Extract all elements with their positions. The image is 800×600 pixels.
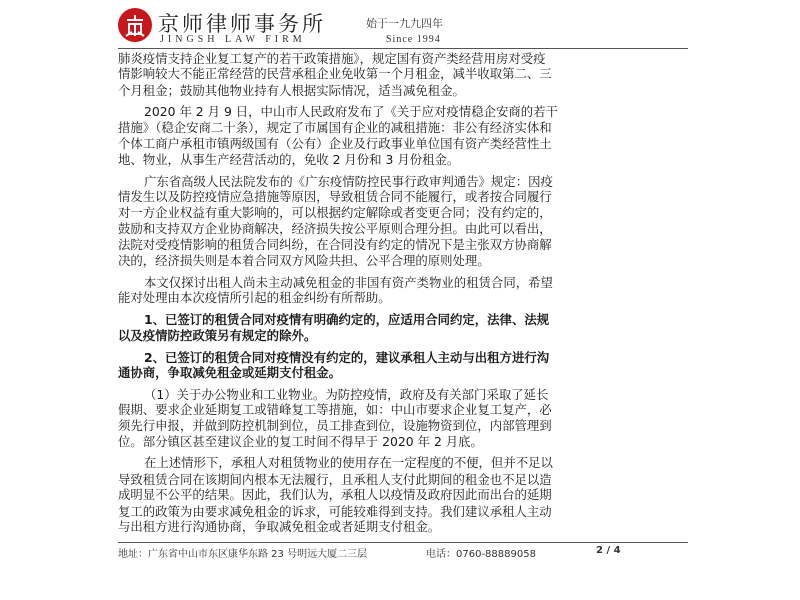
footer-divider <box>118 542 688 543</box>
paragraph-line: 地、物业，从事生产经营活动的，免收 2 月份和 3 月份租金。 <box>118 152 460 167</box>
header-divider <box>118 48 688 49</box>
paragraph-line: 须先行申报，并做到防控机制到位，员工排查到位，设施物资到位，内部管理到 <box>118 418 552 433</box>
paragraph-line: 决的，经济损失则是本着合同双方风险共担、公平合理的原则处理。 <box>118 253 490 268</box>
paragraph-line: 肺炎疫情支持企业复工复产的若干政策措施》，规定国有资产类经营用房对受疫 <box>118 51 546 66</box>
paragraph-line: 能对处理由本次疫情所引起的租金纠纷有所帮助。 <box>118 290 391 305</box>
footer-phone: 电话：0760-88889058 <box>426 549 536 560</box>
page-number: 2 / 4 <box>596 545 621 556</box>
letterhead <box>118 8 688 48</box>
bold-paragraph-line: 通协商，争取减免租金或延期支付租金。 <box>118 365 342 380</box>
paragraph-line: 法院对受疫情影响的租赁合同纠纷，在合同没有约定的情况下是主张双方协商解 <box>118 237 552 252</box>
paragraph-line: 本文仅探讨出租人尚未主动减免租金的非国有资产类物业的租赁合同，希望 <box>144 275 553 290</box>
paragraph-line: 假期、要求企业延期复工或错峰复工等措施，如：中山市要求企业复工复产，必 <box>118 402 552 417</box>
founded-en: Since 1994 <box>386 34 441 45</box>
bold-paragraph-line: 1、已签订的租赁合同对疫情有明确约定的，应适用合同约定，法律、法规 <box>144 312 550 327</box>
paragraph-line: 导致租赁合同在该期间内根本无法履行，且承租人支付此期间的租金也不足以造 <box>118 472 552 487</box>
footer-address: 地址：广东省中山市东区康华东路 23 号明远大厦二三层 <box>118 549 368 560</box>
paragraph-line: 对一方企业权益有重大影响的，可以根据约定解除或者变更合同；没有约定的， <box>118 205 552 220</box>
paragraph-line: 位。部分镇区甚至建议企业的复工时间不得早于 2020 年 2 月底。 <box>118 434 483 449</box>
paragraph-line: 在上述情形下，承租人对租赁物业的使用存在一定程度的不便，但并不足以 <box>144 455 553 470</box>
paragraph-line: 个体工商户承租市镇两级国有（公有）企业及行政事业单位国有资产类经营性土 <box>118 136 552 151</box>
page-footer <box>118 545 688 561</box>
paragraph-line: 复工的政策为由要求减免租金的诉求，可能较难得到支持。我们建议承租人主动 <box>118 504 552 519</box>
paragraph-line: 个月租金；鼓励其他物业持有人根据实际情况，适当减免租金。 <box>118 83 465 98</box>
paragraph-line: 情影响较大不能正常经营的民营承租企业免收第一个月租金，减半收取第二、三 <box>118 66 552 81</box>
jingshi-seal-icon <box>118 8 152 42</box>
paragraph-line: 措施》（稳企安商二十条），规定了市属国有企业的减租措施：非公有经济实体和 <box>118 120 552 135</box>
firm-name-en: JINGSH LAW FIRM <box>160 34 306 45</box>
paragraph-line: 成明显不公平的结果。因此，我们认为，承租人以疫情及政府因此而出台的延期 <box>118 487 552 502</box>
paragraph-line: 鼓励和支持双方企业协商解决，经济损失按公平原则合理分担。由此可以看出， <box>118 221 552 236</box>
firm-name-cn: 京师律师事务所 <box>158 12 326 36</box>
paragraph-line: 与出租方进行沟通协商，争取减免租金或者延期支付租金。 <box>118 519 441 534</box>
paragraph-line: （1）关于办公物业和工业物业。为防控疫情，政府及有关部门采取了延长 <box>144 387 549 402</box>
paragraph-line: 广东省高级人民法院发布的《广东疫情防控民事行政审判通告》规定：因疫 <box>144 174 553 189</box>
bold-paragraph-line: 以及疫情防控政策另有规定的除外。 <box>118 328 317 343</box>
paragraph-line: 情发生以及防控疫情应急措施等原因，导致租赁合同不能履行，或者按合同履行 <box>118 189 552 204</box>
paragraph-line: 2020 年 2 月 9 日，中山市人民政府发布了《关于应对疫情稳企安商的若干 <box>144 104 558 119</box>
bold-paragraph-line: 2、已签订的租赁合同对疫情没有约定的，建议承租人主动与出租方进行沟 <box>144 350 550 365</box>
founded-cn: 始于一九九四年 <box>366 17 443 30</box>
